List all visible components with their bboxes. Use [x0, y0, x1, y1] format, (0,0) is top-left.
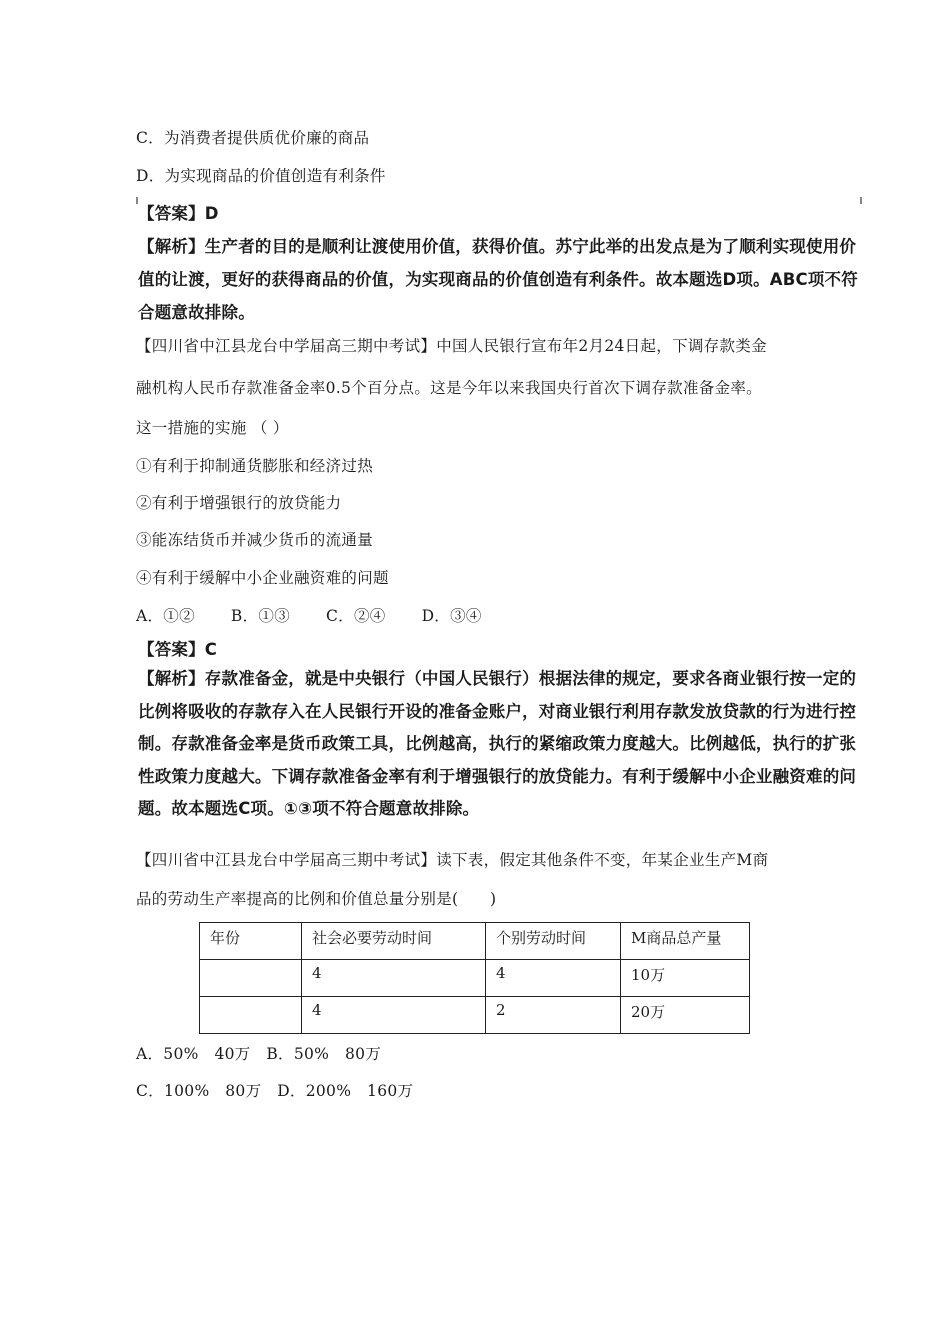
data-table: [199, 922, 750, 1034]
choices-3-line-1: A．50% 40万 B．50% 80万: [136, 1045, 382, 1063]
table-cell: 4: [302, 960, 486, 997]
header-total-output: M商品总产量: [621, 923, 750, 960]
table-cell: [200, 997, 302, 1034]
table-row: [200, 997, 750, 1034]
answer-1: 【答案】D: [138, 204, 219, 223]
statement-3: ③能冻结货币并减少货币的流通量: [136, 531, 374, 549]
question-3-stem-line-2: 品的劳动生产率提高的比例和价值总量分别是( ): [136, 890, 497, 908]
statement-4: ④有利于缓解中小企业融资难的问题: [136, 569, 389, 587]
choices-2: [136, 604, 518, 626]
choice-b: B．①③: [230, 607, 290, 625]
table-cell: 4: [302, 997, 486, 1034]
header-year: 年份: [200, 923, 302, 960]
option-c: C．为消费者提供质优价廉的商品: [136, 129, 370, 147]
header-social-labor-time: 社会必要劳动时间: [302, 923, 486, 960]
statement-2: ②有利于增强银行的放贷能力: [136, 494, 342, 512]
table-header-row: [200, 923, 750, 960]
table-cell: 4: [486, 960, 621, 997]
table-cell: [200, 960, 302, 997]
question-3-stem-line-1: 【四川省中江县龙台中学届高三期中考试】读下表，假定其他条件不变，年某企业生产M商: [136, 851, 769, 869]
choice-a: A．①②: [136, 607, 195, 625]
table-row: [200, 960, 750, 997]
option-d: D．为实现商品的价值创造有利条件: [136, 167, 386, 185]
analysis-2: 【解析】存款准备金，就是中央银行（中国人民银行）根据法律的规定，要求各商业银行按一定的比例将吸收的存款存入在人民银行开设的准备金账户，对商业银行利用存款发放贷款的行为进行控制。存款准备金率是货币政策工具，比例越高，执行的紧缩政策力度越大。比例越低，执行的扩张性政策力度越大。下调存款准备金率有利于增强银行的放贷能力。有利于缓解中小企业融资难的问题。故本题选C项。①③项不符合题意故排除。: [138, 669, 857, 818]
question-2-stem-line-1: 【四川省中江县龙台中学届高三期中考试】中国人民银行宣布年2月24日起，下调存款类金: [136, 337, 767, 355]
header-individual-labor-time: 个别劳动时间: [486, 923, 621, 960]
answer-2: 【答案】C: [138, 640, 218, 659]
table-cell: 2: [486, 997, 621, 1034]
analysis-1: 【解析】生产者的目的是顺利让渡使用价值，获得价值。苏宁此举的出发点是为了顺利实现使用价值的让渡，更好的获得商品的价值，为实现商品的价值创造有利条件。故本题选D项。ABC项不符合题意故排除。: [138, 237, 858, 322]
choice-d: D．③④: [421, 607, 482, 625]
statement-1: ①有利于抑制通货膨胀和经济过热: [136, 457, 374, 475]
table-cell: 20万: [621, 997, 750, 1034]
question-2-stem-line-3: 这一措施的实施 （ ）: [136, 419, 289, 437]
choices-3-line-2: C．100% 80万 D．200% 160万: [136, 1082, 414, 1100]
table-cell: 10万: [621, 960, 750, 997]
choice-c: C．②④: [326, 607, 386, 625]
question-2-stem-line-2: 融机构人民币存款准备金率0.5个百分点。这是今年以来我国央行首次下调存款准备金率。: [136, 379, 762, 397]
